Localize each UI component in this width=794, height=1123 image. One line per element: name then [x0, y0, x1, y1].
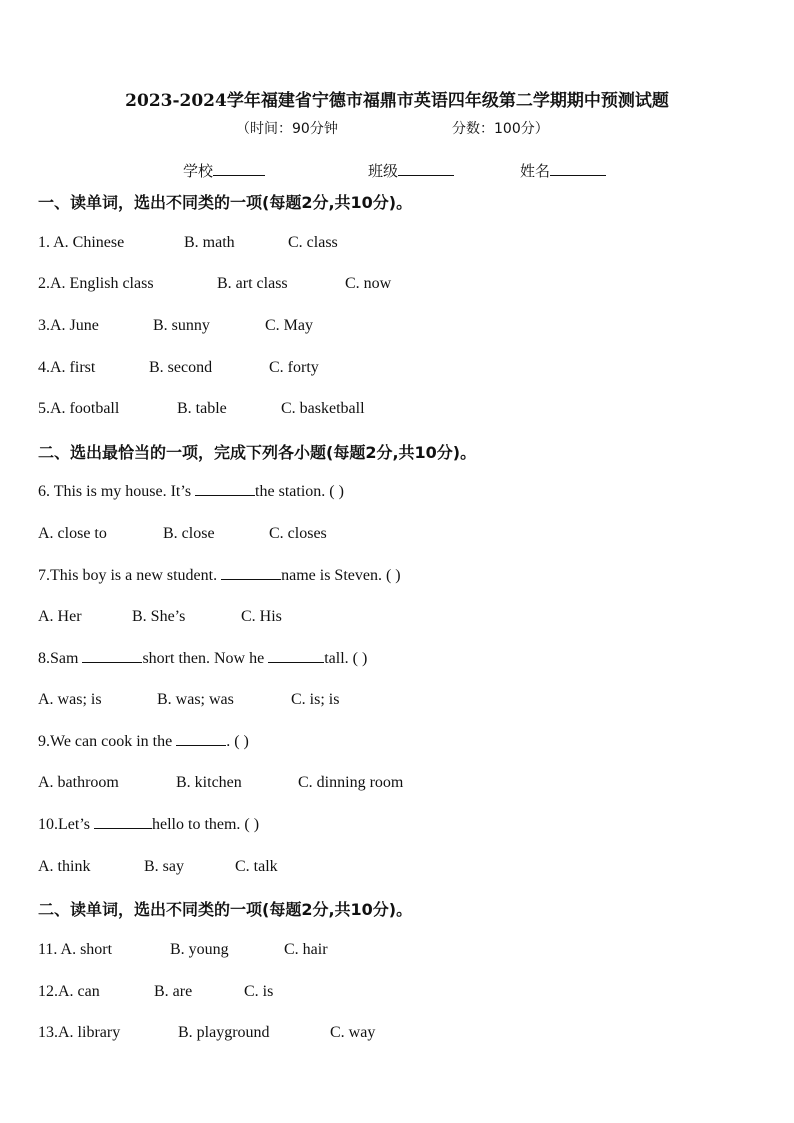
option-a: 3.A. June — [38, 317, 99, 334]
name-label: 姓名 — [520, 162, 551, 180]
answer-blank[interactable] — [94, 816, 152, 829]
question-6-stem — [38, 483, 344, 501]
option-a: A. bathroom — [38, 774, 119, 791]
school-field[interactable] — [183, 160, 265, 181]
option-b: B. second — [149, 359, 213, 376]
answer-blank[interactable] — [195, 483, 255, 496]
question-7-options — [38, 608, 282, 626]
stem-text: tall. ( ) — [324, 650, 368, 667]
option-c: C. basketball — [281, 400, 365, 417]
option-c: C. is; is — [291, 691, 340, 708]
stem-text: hello to them. ( ) — [152, 816, 260, 833]
option-a: A. think — [38, 858, 91, 875]
option-b: B. kitchen — [176, 774, 242, 791]
option-a: 4.A. first — [38, 359, 96, 376]
question-12 — [38, 983, 273, 1001]
question-11 — [38, 941, 328, 959]
answer-blank[interactable] — [82, 650, 142, 663]
option-a: 1. A. Chinese — [38, 234, 125, 251]
question-8-stem — [38, 650, 367, 668]
option-c: C. now — [345, 275, 392, 292]
class-field[interactable] — [368, 160, 454, 181]
section-1-heading: 一、读单词，选出不同类的一项(每题2分,共10分)。 — [38, 193, 413, 212]
stem-text: the station. ( ) — [255, 483, 344, 500]
stem-text: . ( ) — [226, 733, 249, 750]
name-blank[interactable] — [550, 161, 606, 176]
question-1 — [38, 234, 338, 252]
option-a: A. close to — [38, 525, 107, 542]
school-blank[interactable] — [213, 161, 265, 176]
stem-text: short then. Now he — [142, 650, 269, 667]
stem-text: 6. This is my house. It’s — [38, 483, 196, 500]
option-a: 12.A. can — [38, 983, 100, 1000]
option-b: B. She’s — [132, 608, 186, 625]
question-6-options — [38, 525, 327, 543]
option-b: B. playground — [178, 1024, 270, 1041]
option-a: 2.A. English class — [38, 275, 154, 292]
option-c: C. forty — [269, 359, 319, 376]
option-c: C. His — [241, 608, 282, 625]
answer-blank[interactable] — [268, 650, 324, 663]
option-a: 5.A. football — [38, 400, 120, 417]
question-10-options — [38, 858, 278, 876]
class-blank[interactable] — [398, 161, 454, 176]
option-c: C. dinning room — [298, 774, 404, 791]
option-b: B. math — [184, 234, 235, 251]
time-limit: （时间：90分钟 — [236, 121, 338, 137]
stem-text: 8.Sam — [38, 650, 83, 667]
question-5 — [38, 400, 365, 418]
school-label: 学校 — [183, 162, 214, 180]
option-c: C. is — [244, 983, 274, 1000]
question-7-stem — [38, 567, 401, 585]
option-b: B. was; was — [157, 691, 234, 708]
question-13 — [38, 1024, 375, 1042]
page-title: 2023-2024学年福建省宁德市福鼎市英语四年级第二学期期中预测试题 — [125, 91, 669, 111]
section-3-heading: 二、读单词，选出不同类的一项(每题2分,共10分)。 — [38, 900, 413, 919]
option-b: B. are — [154, 983, 193, 1000]
option-c: C. way — [330, 1024, 376, 1041]
stem-text: name is Steven. ( ) — [281, 567, 401, 584]
option-a: 13.A. library — [38, 1024, 121, 1041]
question-3 — [38, 317, 313, 335]
option-b: B. say — [144, 858, 184, 875]
stem-text: 7.This boy is a new student. — [38, 567, 222, 584]
answer-blank[interactable] — [221, 567, 281, 580]
option-c: C. closes — [269, 525, 327, 542]
stem-text: 10.Let’s — [38, 816, 94, 833]
option-b: B. table — [177, 400, 227, 417]
option-c: C. hair — [284, 941, 328, 958]
question-4 — [38, 359, 319, 377]
option-b: B. young — [170, 941, 229, 958]
option-b: B. sunny — [153, 317, 210, 334]
option-b: B. close — [163, 525, 215, 542]
question-8-options — [38, 691, 339, 709]
total-score: 分数：100分） — [452, 121, 549, 137]
option-a: A. was; is — [38, 691, 102, 708]
question-9-options — [38, 774, 403, 792]
option-c: C. May — [265, 317, 313, 334]
option-b: B. art class — [217, 275, 288, 292]
class-label: 班级 — [368, 162, 399, 180]
option-a: A. Her — [38, 608, 82, 625]
option-c: C. talk — [235, 858, 278, 875]
option-c: C. class — [288, 234, 338, 251]
answer-blank[interactable] — [176, 733, 226, 746]
question-9-stem — [38, 733, 249, 751]
option-a: 11. A. short — [38, 941, 113, 958]
section-2-heading: 二、选出最恰当的一项，完成下列各小题(每题2分,共10分)。 — [38, 443, 477, 462]
question-2 — [38, 275, 391, 293]
stem-text: 9.We can cook in the — [38, 733, 177, 750]
question-10-stem — [38, 816, 259, 834]
name-field[interactable] — [520, 160, 606, 181]
